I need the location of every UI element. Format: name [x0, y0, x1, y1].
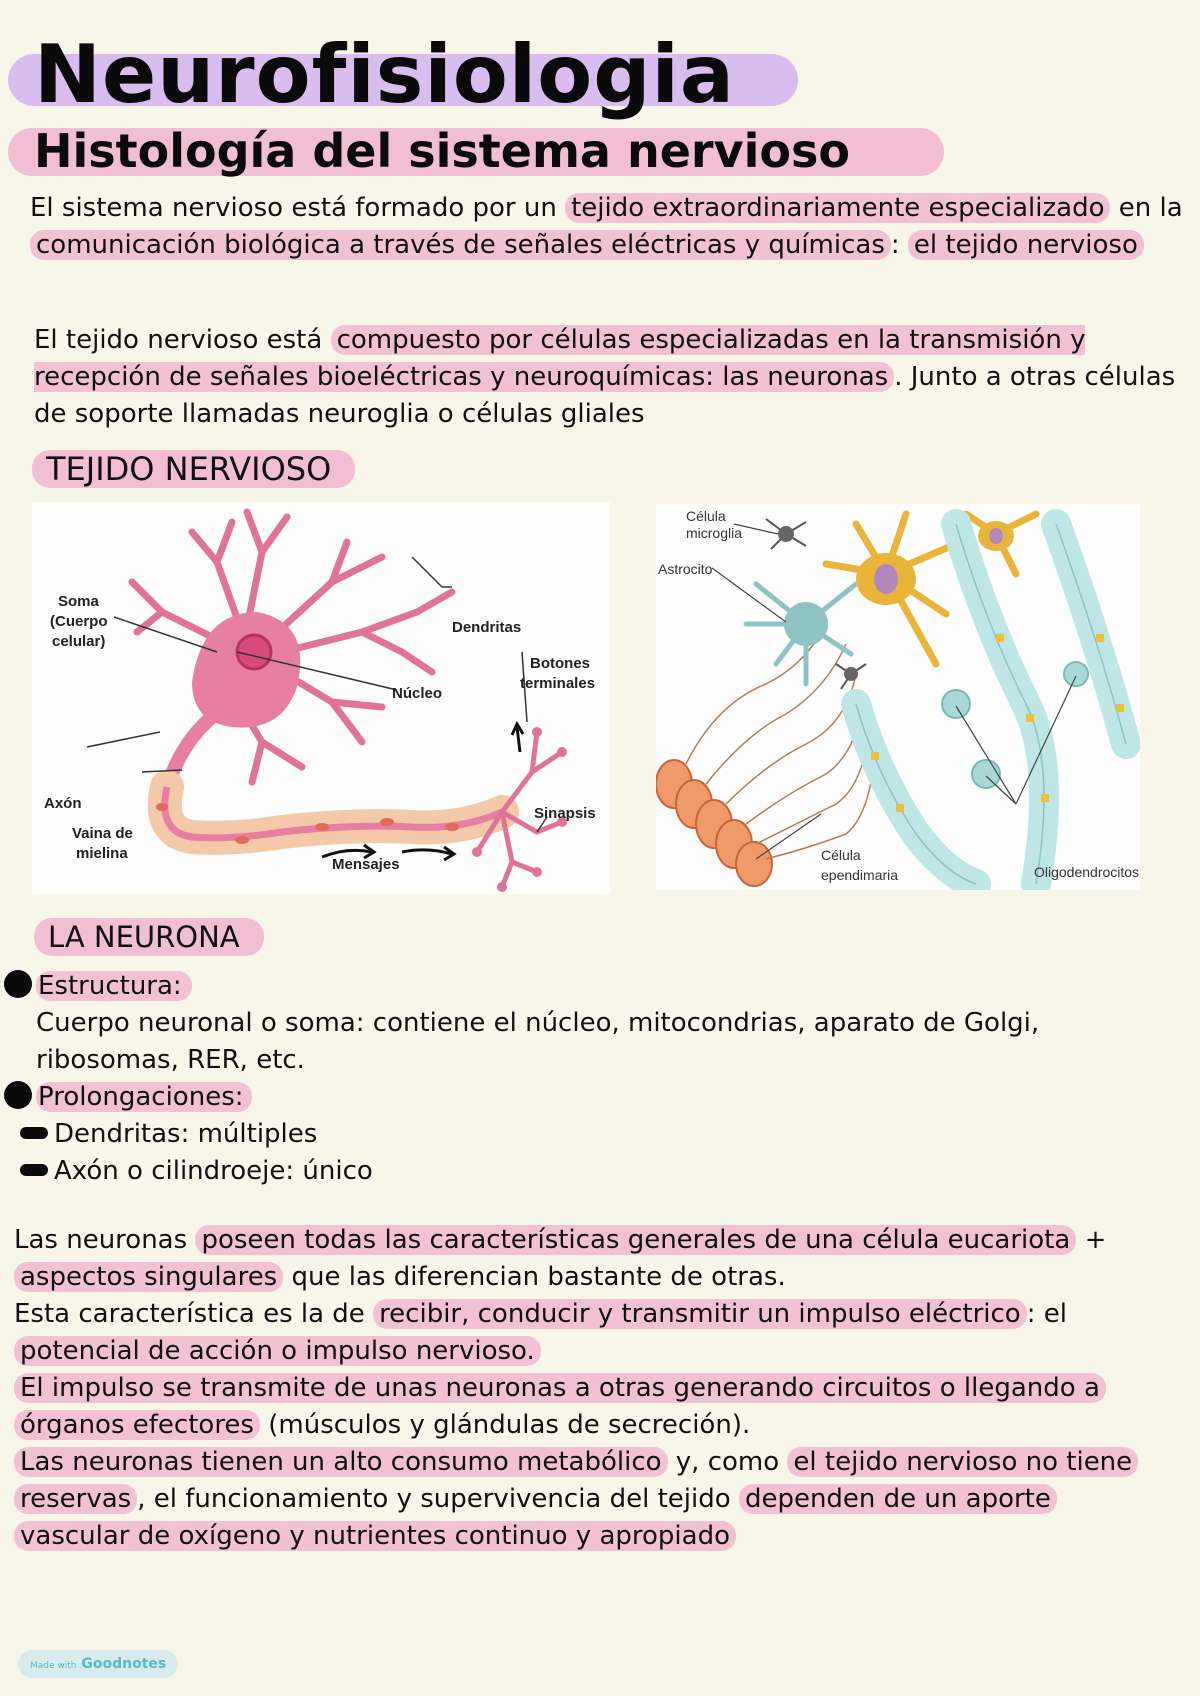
neuron-diagram	[32, 502, 610, 894]
highlight: comunicación biológica a través de señales eléctricas y químicas	[30, 230, 891, 260]
label-mensajes: Mensajes	[332, 856, 400, 873]
label-mielina: mielina	[76, 845, 128, 862]
label-oligodendrocitos: Oligodendrocitos	[1034, 864, 1140, 880]
highlight: compuesto por células especializadas en la transmisión y recepción de señales bioeléctricas y neuroquímicas: las neuronas	[34, 325, 1086, 392]
dash-bullet-icon	[20, 1164, 48, 1176]
label-terminales: terminales	[520, 675, 596, 692]
label-nucleo: Núcleo	[392, 685, 443, 702]
estructura-text-2: ribosomas, RER, etc.	[36, 1045, 305, 1075]
bullet-dot-icon	[4, 970, 32, 998]
glia-diagram	[656, 504, 1140, 890]
label-vaina: Vaina de	[72, 825, 133, 842]
nucleus-shape	[237, 635, 271, 669]
highlight: tejido extraordinariamente especializado	[565, 193, 1110, 223]
section-heading-tejido: TEJIDO NERVIOSO	[32, 450, 355, 488]
label-soma: Soma	[58, 593, 99, 610]
label-botones: Botones	[530, 655, 590, 672]
label-axon: Axón	[44, 795, 82, 812]
neurona-structure	[4, 968, 1184, 1190]
label-dendritas: Dendritas	[452, 619, 522, 636]
page-title: Neurofisiologia	[34, 28, 735, 121]
dash-bullet-icon	[20, 1127, 48, 1139]
axon-item: Axón o cilindroeje: único	[4, 1153, 1184, 1190]
page-subtitle: Histología del sistema nervioso	[34, 124, 850, 178]
astrocyte-body	[784, 602, 828, 646]
label-cuerpo: (Cuerpo	[50, 613, 108, 630]
section-heading-neurona: LA NEURONA	[34, 918, 264, 956]
intro-paragraph-1: El sistema nervioso está formado por un tejido extraordinariamente especializado en la comunicación biológica a través de señales eléctricas y químicas : el tejido nervioso	[30, 193, 1183, 260]
page-title-block	[8, 30, 808, 120]
label-microglia-1: Célula	[686, 508, 726, 524]
estructura-text-1: Cuerpo neuronal o soma: contiene el núcleo, mitocondrias, aparato de Golgi,	[36, 1008, 1040, 1038]
estructura-item: Estructura:	[4, 968, 1184, 1005]
label-microglia-2: microglia	[686, 525, 743, 541]
label-ependimaria-2: ependimaria	[821, 867, 899, 883]
bullet-dot-icon	[4, 1081, 32, 1109]
goodnotes-badge: Made with Goodnotes	[18, 1650, 178, 1678]
label-astrocito: Astrocito	[658, 561, 713, 577]
label-ependimaria-1: Célula	[821, 847, 861, 863]
page-subtitle-block	[8, 122, 948, 182]
label-sinapsis: Sinapsis	[534, 805, 596, 822]
dendritas-item: Dendritas: múltiples	[4, 1116, 1184, 1153]
intro-paragraph-2: El tejido nervioso está compuesto por células especializadas en la transmisión y recepción de señales bioeléctricas y neuroquímicas: las neuronas . Junto a otras células de soporte llamadas neuroglia o células gliales	[34, 325, 1176, 429]
closing-paragraph: Las neuronas poseen todas las características generales de una célula eucariota + aspectos singulares que las diferencian bastante de otras. Esta característica es la de recibir, conducir y transmitir un impulso eléctrico : el potencial de acción o impulso nervioso. El impulso se transmite de unas neuronas a otras generando circuitos o llegando a órganos efectores (músculos y glándulas de secreción). Las neuronas tienen un alto consumo metabólico y, como el tejido nervioso no tiene reservas , el funcionamiento y supervivencia del tejido dependen de un aporte vascular de oxígeno y nutrientes continuo y apropiado	[14, 1222, 1194, 1555]
label-celular: celular)	[52, 633, 106, 650]
highlight: el tejido nervioso	[908, 230, 1144, 260]
prolongaciones-item: Prolongaciones:	[4, 1079, 1184, 1116]
